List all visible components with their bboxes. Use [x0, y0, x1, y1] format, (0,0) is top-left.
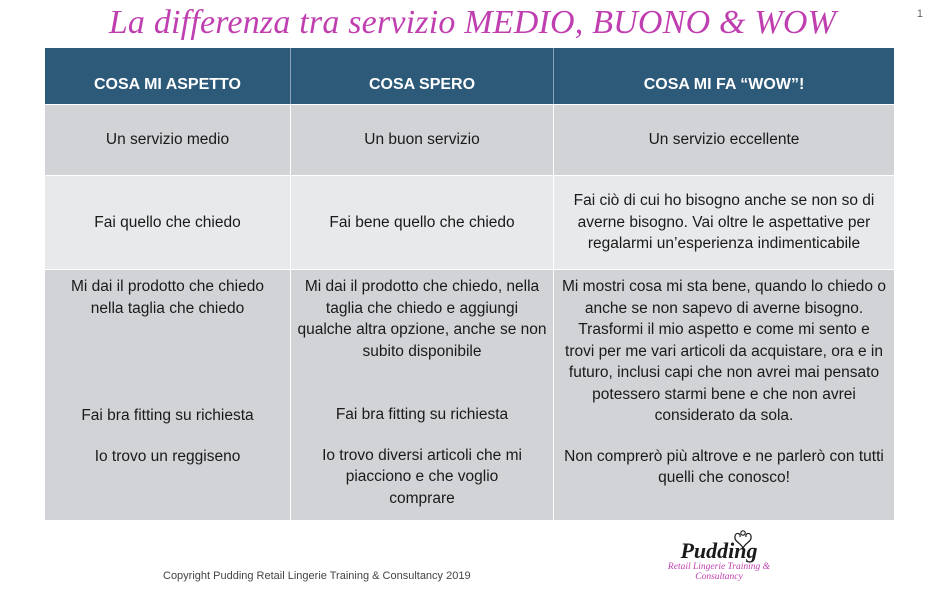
row3-expect-fitting: Fai bra fitting su richiesta [81, 407, 254, 424]
cell-row3-expect [45, 269, 290, 520]
logo-wordmark: Pudding [680, 538, 758, 563]
row3-expect-product: Mi dai il prodotto che chiedo nella taglia che chiedo [70, 278, 264, 317]
cell-row2-wow: Fai ciò di cui ho bisogno anche se non so di averne bisogno. Vai oltre le aspettative per regalarmi un’esperienza indimenticabile [553, 175, 894, 269]
row3-hope-outcome: Io trovo diversi articoli che mi piacciono e che voglio comprare [322, 446, 522, 507]
row3-wow-loyalty: Non comprerò più altrove e ne parlerò con tutti quelli che conosco! [564, 447, 884, 486]
logo-tagline: Retail Lingerie Training & Consultancy [667, 562, 771, 582]
cell-row3-wow [553, 269, 894, 520]
header-expect: COSA MI ASPETTO [45, 48, 290, 104]
page-number: 1 [916, 8, 923, 20]
comparison-table [45, 48, 894, 520]
row3-wow-experience: Mi mostri cosa mi sta bene, quando lo chiedo o anche se non sapevo di averne bisogno. Trasformi il mio aspetto e come mi sento e trovi per me vari articoli da acquistare, ora e in futuro, inclusi capi che non avrei mai pensato potessero starmi bene e che non avrei considerato da sola. [562, 278, 886, 424]
header-wow: COSA MI FA “WOW”! [553, 48, 894, 104]
cell-row1-expect: Un servizio medio [45, 104, 290, 175]
cell-row2-hope: Fai bene quello che chiedo [290, 175, 553, 269]
pudding-logo [664, 530, 774, 600]
header-hope: COSA SPERO [290, 48, 553, 104]
copyright-footer: Copyright Pudding Retail Lingerie Training & Consultancy 2019 [163, 570, 471, 582]
cell-row1-hope: Un buon servizio [290, 104, 553, 175]
cell-row1-wow: Un servizio eccellente [553, 104, 894, 175]
row3-expect-outcome: Io trovo un reggiseno [94, 447, 241, 465]
cell-row2-expect: Fai quello che chiedo [45, 175, 290, 269]
cell-row3-hope [290, 269, 553, 520]
row3-hope-fitting: Fai bra fitting su richiesta [335, 406, 509, 423]
row3-hope-product: Mi dai il prodotto che chiedo, nella taglia che chiedo e aggiungi qualche altra opzione, anche se non subito disponibile [297, 278, 547, 360]
slide-title: La differenza tra servizio MEDIO, BUONO & WOW [108, 4, 837, 41]
flourish-icon [730, 528, 756, 550]
